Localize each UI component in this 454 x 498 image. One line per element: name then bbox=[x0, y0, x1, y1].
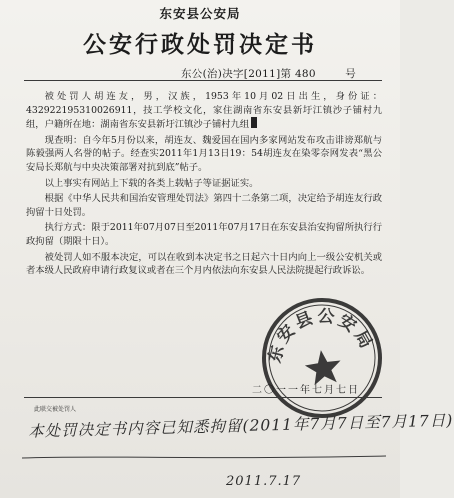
paragraph-appeal-rights: 被处罚人如不服本决定，可以在收到本决定书之日起六十日内向上一级公安机关或者本级人民政府申请行政复议或者在三个月内依法向东安县人民法院提起行政诉讼。 bbox=[26, 251, 382, 277]
footer-divider bbox=[24, 397, 382, 398]
handwritten-underline bbox=[20, 452, 390, 482]
handwritten-date: 2011.7.17 bbox=[226, 474, 302, 489]
signing-date: 二〇一一年七月七日 bbox=[252, 385, 360, 396]
header-divider bbox=[24, 80, 382, 81]
document-number-prefix: 东公(治)决字[2011]第 bbox=[181, 68, 292, 80]
copy-recipient-note: 此联交被处罚人 bbox=[34, 406, 77, 413]
decision-body bbox=[26, 90, 382, 278]
seal-star bbox=[303, 348, 343, 387]
redaction-mark bbox=[251, 117, 257, 128]
document-title: 公安行政处罚决定书 bbox=[83, 31, 317, 58]
paragraph-execution: 执行方式：限于2011年07月07日至2011年07月17日在东安县治安拘留所执行行政拘留（期限十日）。 bbox=[26, 222, 382, 247]
official-seal bbox=[250, 286, 395, 431]
issuing-department: 东安县公安局 bbox=[159, 6, 241, 21]
handwritten-acknowledgement: 本处罚决定书内容已知悉拘留(2011年7月7日至7月17日) bbox=[27, 411, 454, 441]
paragraph-legal-basis: 根据《中华人民共和国治安管理处罚法》第四十二条第二项，决定给予胡连友行政拘留十日处罚。 bbox=[26, 193, 382, 218]
paragraph-offender: 被处罚人胡连友，男，汉族，1953年10月02日出生，身份证：432922195310026911，技工学校文化，家住湖南省东安县新圩江镇沙子铺村九组，户籍所在地：湖南省东安县新圩江镇沙子铺村九组 bbox=[26, 91, 382, 131]
paragraph-evidence: 以上事实有网站上下载的各类上载帖子等证据证实。 bbox=[44, 177, 259, 189]
seal-text: 东安县公安局 bbox=[265, 306, 378, 365]
document-number-suffix: 号 bbox=[345, 68, 356, 80]
svg-text:东安县公安局 bbox=[258, 299, 379, 368]
document-number-value: 480 bbox=[294, 68, 316, 80]
paragraph-findings: 现查明：自今年5月份以来，胡连友、魏爱国在国内多家网站发布攻击诽谤郑航与陈毅强两人名誉的帖子。经查实2011年1月13日19：54胡连友在染零奈网发表“黑公安局长郑航与中央决策部署对抗到底”帖子。 bbox=[26, 134, 382, 173]
document-number bbox=[181, 66, 356, 81]
